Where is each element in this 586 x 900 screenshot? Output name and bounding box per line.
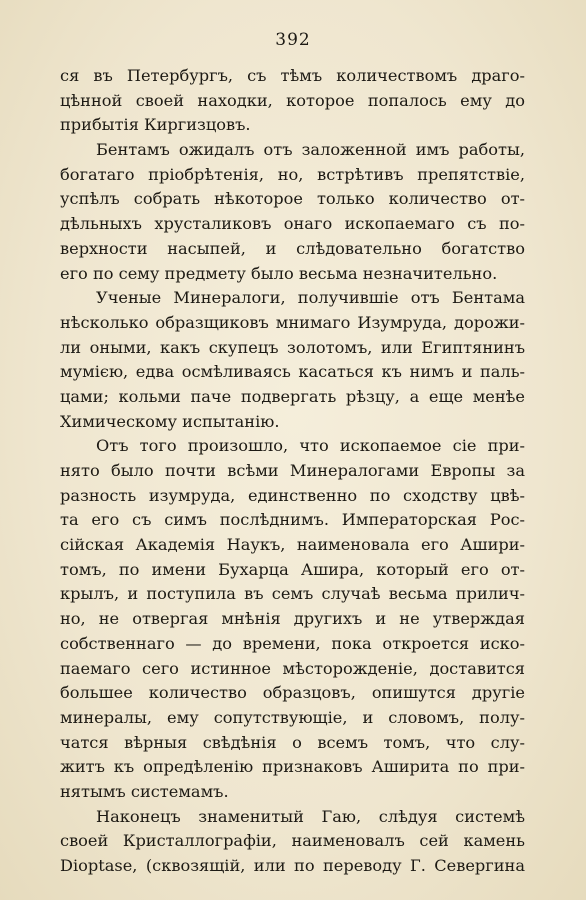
text-line: цѣнной своей находки, которое попалось ему до: [60, 90, 525, 110]
text-line: томъ, по имени Бухарца Ашира, который его от-: [60, 559, 525, 579]
text-line: Отъ того произошло, что ископаемое сіе при-: [96, 436, 525, 456]
body-text: [60, 64, 525, 879]
text-line: нятымъ системамъ.: [60, 781, 229, 801]
text-line: та его съ симъ послѣднимъ. Императорская Рос-: [60, 510, 525, 530]
text-line: Бентамъ ожидалъ отъ заложенной имъ работы,: [96, 140, 525, 160]
text-line: прибытія Киргизцовъ.: [60, 115, 251, 135]
text-line: сійская Академія Наукъ, наименовала его Ашири-: [60, 535, 525, 555]
text-line: Ученые Минералоги, получившіе отъ Бентама: [96, 288, 525, 308]
text-line: житъ къ опредѣленію признаковъ Аширита по при-: [60, 757, 525, 777]
text-line: собственнаго — до времени, пока откроется иско-: [60, 633, 525, 653]
text-line: большее количество образцовъ, опишутся другіе: [60, 683, 525, 703]
text-line: богатаго пріобрѣтенія, но, встрѣтивъ препятствіе,: [60, 164, 525, 184]
text-line: цами; кольми паче подвергать рѣзцу, а еще менѣе: [60, 386, 525, 406]
text-line: успѣлъ собрать нѣкоторое только количество от-: [60, 189, 525, 209]
text-line: дѣльныхъ хрусталиковъ онаго ископаемаго съ по-: [60, 214, 525, 234]
text-line: разность изумруда, единственно по сходству цвѣ-: [60, 485, 525, 505]
text-line: чатся вѣрныя свѣдѣнія о всемъ томъ, что слу-: [60, 732, 525, 752]
text-line: крылъ, и поступила въ семъ случаѣ весьма прилич-: [60, 584, 525, 604]
text-line: верхности насыпей, и слѣдовательно богатство: [60, 238, 525, 258]
text-line: нято было почти всѣми Минералогами Европы за: [60, 461, 525, 480]
text-line: минералы, ему сопутствующіе, и словомъ, полу-: [60, 707, 525, 727]
text-line: ся въ Петербургъ, съ тѣмъ количествомъ драго-: [60, 66, 525, 85]
text-line: его по сему предмету было весьма незначительно.: [60, 263, 498, 283]
page-number: 392: [275, 30, 311, 50]
text-line: мумією, едва осмѣливаясь касаться къ нимъ и паль-: [60, 362, 525, 382]
text-line: Dioptase, (сквозящій, или по переводу Г. Севергина: [60, 856, 525, 875]
text-line: ли оными, какъ скупецъ золотомъ, или Египтянинъ: [60, 337, 525, 357]
text-line: паемаго сего истинное мѣсторожденіе, доставится: [60, 658, 525, 678]
text-line: нѣсколько образщиковъ мнимаго Изумруда, дорожи-: [60, 312, 525, 332]
text-line: Химическому испытанію.: [60, 411, 280, 431]
text-line: Наконецъ знаменитый Гаю, слѣдуя системѣ: [96, 806, 525, 826]
text-line: но, не отвергая мнѣнія другихъ и не утверждая: [60, 609, 525, 629]
text-line: своей Кристаллографіи, наименовалъ сей камень: [60, 831, 525, 851]
